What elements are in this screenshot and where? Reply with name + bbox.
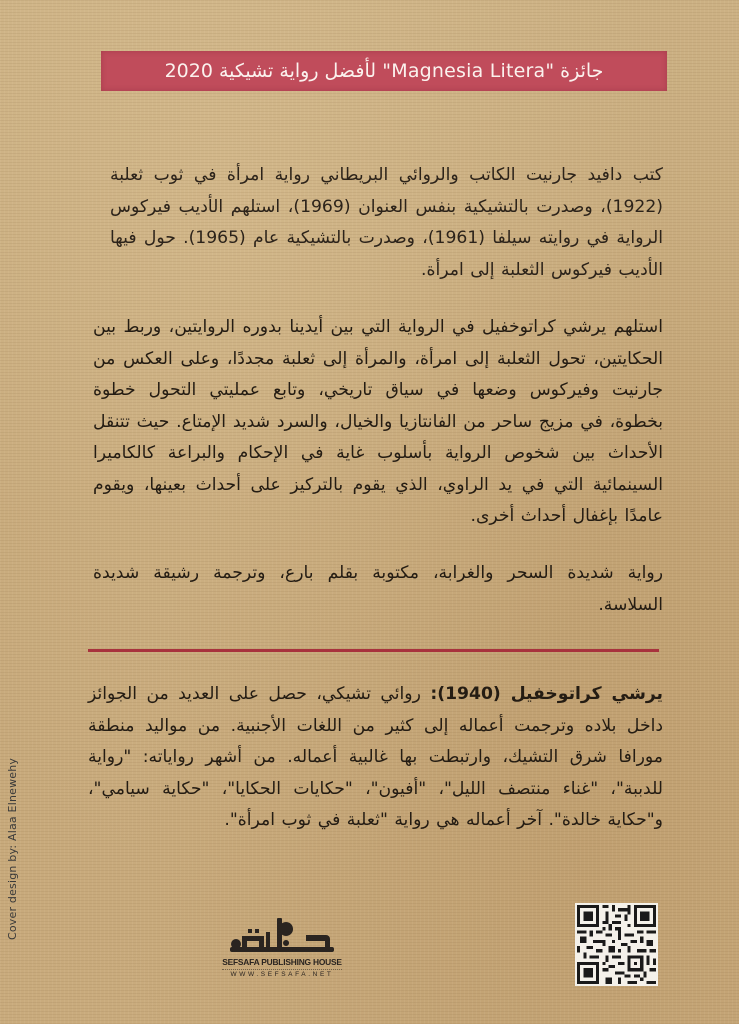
paragraph-text: كتب دافيد جارنيت الكاتب والروائي البريطاني رواية امرأة في ثوب ثعلبة (1922)، وصدرت بالتشيكية بنفس العنوان (1969)، استلهم الأديب فيركوس الرواية في روايته سيلفا (1961)، وصدرت بالتشيكية عام (1965). حول فيها الأديب فيركوس الثعلبة إلى امرأة. xyxy=(110,165,663,280)
publisher-url: WWW.SEFSAFA.NET xyxy=(222,969,342,978)
author-bio-text xyxy=(88,679,663,837)
publisher-name: SEFSAFA PUBLISHING HOUSE xyxy=(222,957,342,967)
description-paragraph-1 xyxy=(110,160,663,286)
paragraph-text: رواية شديدة السحر والغرابة، مكتوبة بقلم بارع، وترجمة رشيقة شديدة السلاسة. xyxy=(93,563,663,615)
qr-code-icon xyxy=(575,903,658,986)
section-divider xyxy=(88,649,659,652)
cover-design-credit: Cover design by: Alaa Elnewehy xyxy=(6,757,19,940)
author-name: يرشي كراتوخفيل (1940): xyxy=(430,684,663,704)
award-banner xyxy=(101,51,667,91)
award-banner-text: جائزة "Magnesia Litera" لأفضل رواية تشيكية 2020 xyxy=(164,60,604,82)
description-paragraph-3 xyxy=(93,558,663,621)
description-paragraph-2 xyxy=(93,312,663,533)
sefsafa-logo-icon xyxy=(228,918,336,956)
paragraph-text: استلهم يرشي كراتوخفيل في الرواية التي بين أيدينا بدوره الروايتين، وربط بين الحكايتين، تحول الثعلبة إلى امرأة، والمرأة إلى ثعلبة مجددًا، وعلى العكس من جارنيت وفيركوس وضعها في سياق تاريخي، وتابع عمليتي التحول خطوة بخطوة، في مزيج ساحر من الفانتازيا والخيال، والسرد شديد الإمتاع. حيث تتنقل الأحداث بين شخوص الرواية بأسلوب غاية في الإحكام والبراعة كالكاميرا السينمائية التي في يد الراوي، الذي يقوم بالتركيز على أحداث بعينها، ويقوم عامدًا بإغفال أحداث أخرى. xyxy=(93,317,663,526)
author-bio-body: روائي تشيكي، حصل على العديد من الجوائز داخل بلاده وترجمت أعماله إلى كثير من اللغات الأجنبية. من مواليد منطقة مورافا شرق التشيك، وارتبطت بها غالبية أعماله. من أشهر رواياته: "رواية للدببة"، "غناء منتصف الليل"، "أفيون"، "حكايات الحكايا"، "حكاية سيامي"، و"حكاية خالدة". آخر أعماله هي رواية "ثعلبة في ثوب امرأة". xyxy=(88,684,663,830)
publisher-block xyxy=(222,918,342,978)
author-bio xyxy=(88,679,663,837)
